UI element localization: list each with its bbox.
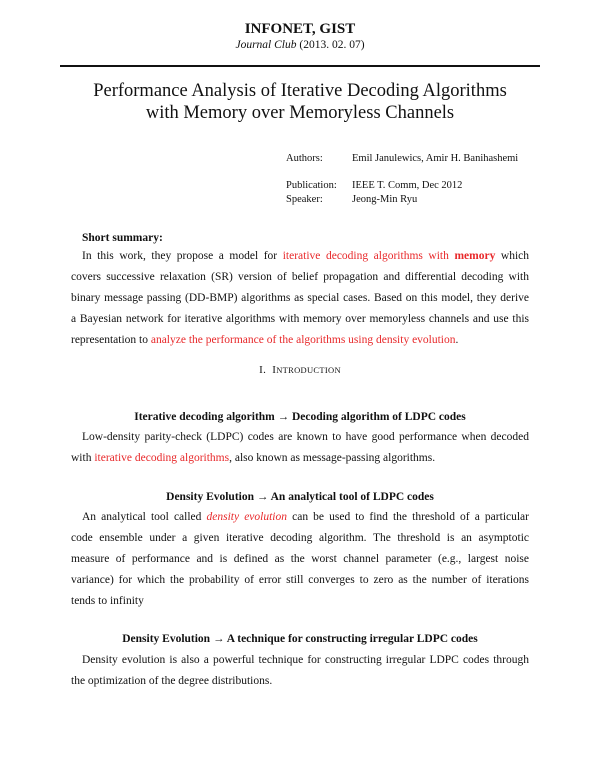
highlighted-text: density evolution: [206, 511, 287, 523]
text-segment: An analytical tool called: [82, 511, 207, 523]
journal-club-line: [0, 39, 600, 51]
journal-club-label: Journal Club: [235, 39, 297, 51]
text-segment: In this work, they propose a model for: [82, 250, 283, 262]
text-segment: can be used to find the threshold of a particular: [287, 511, 529, 523]
paper-title: [0, 80, 600, 124]
text-line: [71, 671, 529, 692]
journal-club-date: (2013. 02. 07): [296, 39, 365, 51]
text-line: [71, 549, 529, 570]
text-line: [71, 309, 529, 330]
text-segment: with: [71, 452, 95, 464]
section-first-letter: I: [272, 364, 277, 376]
text-segment: variance) for which the probability of error still converges to zero as the number of iterations: [71, 574, 529, 586]
highlighted-text: memory: [454, 250, 496, 262]
speaker-label: Speaker:: [286, 194, 323, 205]
text-segment: covers successive relaxation (SR) version of belief propagation and differential decoding with: [71, 271, 529, 283]
section-heading-introduction: [0, 364, 600, 376]
authors-label: Authors:: [286, 153, 323, 164]
text-line: [71, 650, 529, 671]
text-line: [71, 507, 529, 528]
subsection-paragraph: [71, 427, 529, 469]
subsection-heading: Density Evolution → A technique for constructing irregular LDPC codes: [122, 633, 478, 645]
text-segment: .: [455, 334, 459, 346]
text-line: [71, 288, 529, 309]
speaker-value: Jeong-Min Ryu: [352, 194, 418, 205]
section-rest: NTRODUCTION: [276, 365, 341, 375]
text-line: [71, 570, 529, 591]
organization-header: INFONET, GIST: [244, 21, 356, 37]
summary-paragraph: [71, 246, 529, 351]
subsection-heading: Iterative decoding algorithm → Decoding algorithm of LDPC codes: [134, 411, 466, 423]
highlighted-text: iterative decoding algorithms: [94, 452, 230, 464]
title-line-1: Performance Analysis of Iterative Decoding Algorithms: [93, 81, 507, 101]
title-line-2: with Memory over Memoryless Channels: [145, 103, 455, 123]
publication-label: Publication:: [286, 180, 337, 191]
text-segment: , also known as message-passing algorithms.: [229, 452, 436, 464]
text-segment: the optimization of the degree distributions.: [71, 675, 273, 687]
highlighted-text: iterative decoding algorithms with: [282, 250, 455, 262]
text-line: [71, 591, 529, 612]
text-segment: which: [495, 250, 529, 262]
text-segment: Density evolution is also a powerful technique for constructing irregular LDPC codes through: [82, 654, 529, 666]
text-line: [71, 427, 529, 448]
subsection-paragraph: [71, 650, 529, 692]
text-segment: code ensemble under a given iterative decoding algorithm. The threshold is an asymptotic: [71, 532, 529, 544]
subsection-heading: Density Evolution → An analytical tool of LDPC codes: [166, 491, 434, 503]
text-segment: measure of performance and is defined as the worst channel parameter (e.g., largest noise: [71, 553, 529, 565]
section-number: I.: [259, 364, 267, 376]
text-line: [71, 528, 529, 549]
highlighted-text: analyze the performance of the algorithms using density evolution: [150, 334, 456, 346]
text-line: [71, 330, 529, 351]
text-segment: tends to infinity: [71, 595, 144, 607]
text-segment: representation to: [71, 334, 151, 346]
authors-value: Emil Janulewics, Amir H. Banihashemi: [352, 153, 519, 164]
text-segment: binary message passing (DD-BMP) algorithms as special cases. Based on this model, they derive: [71, 292, 529, 304]
subsection-paragraph: [71, 507, 529, 612]
text-line: [71, 448, 529, 469]
text-segment: Low-density parity-check (LDPC) codes are known to have good performance when decoded: [82, 431, 529, 443]
text-line: [71, 267, 529, 288]
text-segment: a Bayesian network for iterative algorithms with memory over memoryless channels and use this: [71, 313, 529, 325]
publication-value: IEEE T. Comm, Dec 2012: [352, 180, 463, 191]
short-summary-heading: Short summary:: [82, 232, 163, 244]
header-rule: [60, 65, 540, 67]
text-line: [71, 246, 529, 267]
